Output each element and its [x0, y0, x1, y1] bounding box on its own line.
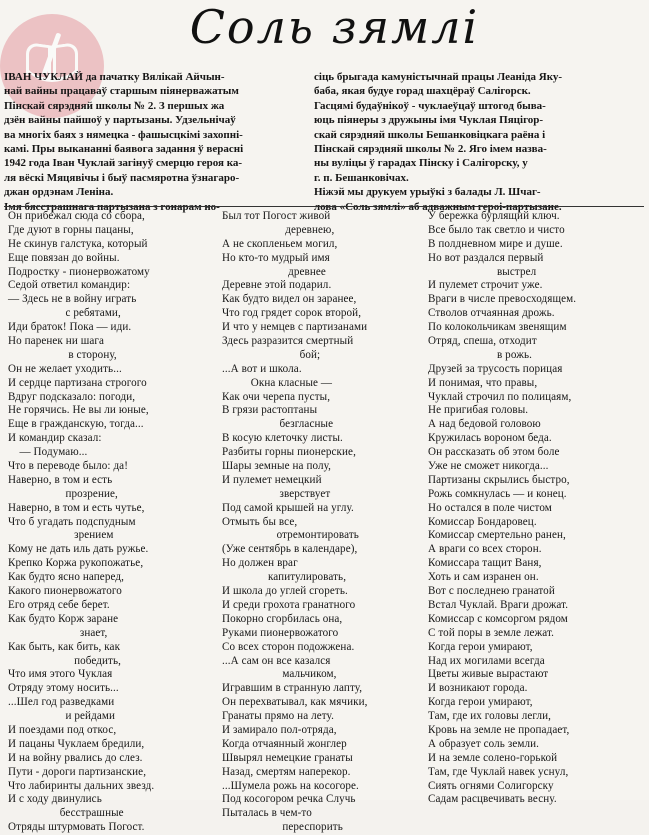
intro-text-line: 1942 года Іван Чуклай загінуў смерцю героя ка-: [4, 157, 243, 170]
poem-line: Как быть, как бить, как: [8, 640, 121, 653]
poem-line: (Уже сентябрь в календаре),: [222, 543, 358, 556]
poem-line: Хоть и сам изранен он.: [428, 571, 539, 584]
poem-line: Как будто видел он заранее,: [222, 293, 357, 306]
poem-line: — Здесь не в войну играть: [8, 293, 137, 306]
poem-line: Швырял немецкие гранаты: [222, 751, 353, 764]
poem-line: с ребятами,: [8, 307, 121, 320]
poem-line: ...Шел год разведками: [8, 696, 115, 709]
poem-column-3: [428, 210, 646, 807]
poem-line: Назад, смертям наперекор.: [222, 765, 351, 778]
poem-line: Но остался в поле чистом: [428, 501, 552, 514]
poem-line: Не горячись. Не вы ли юные,: [8, 404, 149, 417]
poem-line: Встал Чуклай. Враги дрожат.: [428, 598, 569, 611]
poem-line: деревнею,: [222, 223, 335, 236]
poem-line: в сторону,: [8, 348, 117, 361]
poem-line: Кружилась вороном беда.: [428, 432, 552, 445]
poem-line: И возникают города.: [428, 682, 528, 695]
intro-text-line: Гасцямі будаўнікоў - чуклаеўцаў штогод быва-: [314, 99, 546, 112]
poem-line: И поездами под откос,: [8, 723, 117, 736]
poem-line: Здесь разразится смертный: [222, 335, 354, 348]
intro-text-line: юць піянеры з дружыны імя Чуклая Пяцігор-: [314, 114, 544, 127]
poem-line: Когда герои умирают,: [428, 640, 533, 653]
poem-line: Цветы живые вырастают: [428, 668, 549, 681]
poem-line: Как будто Корж заране: [8, 612, 119, 625]
poem-line: Отмыть бы все,: [222, 515, 298, 528]
poem-line: Еще в гражданскую, тогда...: [8, 418, 144, 431]
poem-line: Еще повязан до войны.: [8, 251, 120, 264]
poem-line: Что год грядет сорок второй,: [222, 307, 362, 320]
poem-line: И замирало пол-отряда,: [222, 723, 337, 736]
intro-text-line: ІВАН ЧУКЛАЙ да пачатку Вялікай Айчын-: [4, 71, 225, 83]
poem-line: Окна класные —: [222, 376, 333, 389]
poem-line: Какого пионервожатого: [8, 585, 122, 598]
poem-line: Стволов отчаянная дрожь.: [428, 307, 555, 320]
intro-text-line: дзён вайны пайшоў у партызаны. Удзельнічаў: [4, 114, 236, 127]
poem-line: Под косогором речка Случь: [222, 793, 356, 806]
poem-line: А враги со всех сторон.: [428, 543, 542, 556]
poem-line: И пулемет немецкий: [222, 473, 322, 486]
poem-line: Не пригибая головы.: [428, 404, 529, 417]
poem-line: Отряд, спеша, отходит: [428, 335, 537, 348]
poem-line: Что лабиринты дальних звезд.: [8, 779, 155, 792]
intro-text-line: баба, якая будуе горад шахцёраў Салігорск.: [314, 85, 531, 98]
poem-line: Пути - дороги партизанские,: [8, 765, 147, 778]
poem-line: И на войну рвались до слез.: [8, 751, 143, 764]
poem-line: Крепко Коржа рукопожатье,: [8, 557, 144, 570]
poem-line: Его отряд себе берет.: [8, 598, 110, 611]
poem-line: Руками пионервожатого: [222, 626, 339, 639]
intro-text-line: джан ордэнам Леніна.: [4, 186, 114, 199]
poem-line: Кровь на земле не пропадает,: [428, 723, 570, 736]
poem-line: прозрение,: [8, 487, 118, 500]
poem-line: Рожь сомкнулась — и конец.: [428, 487, 567, 500]
poem-line: Враги в числе превосходящем.: [428, 293, 577, 306]
intro-text-line: Пінскай сярэдняй школы № 2. З першых жа: [4, 99, 225, 112]
poem-line: ...А вот и школа.: [222, 362, 302, 375]
article-title: Соль зямлі: [189, 0, 480, 54]
poem-line: капитулировать,: [222, 571, 347, 584]
poem-line: Иди браток! Пока — иди.: [8, 321, 132, 334]
intro-text-line: най вайны працаваў старшым піянерважатым: [4, 85, 239, 98]
intro-text-line: г. п. Бешанковічах.: [314, 171, 409, 184]
poem-line: отремонтировать: [222, 529, 359, 542]
poem-line: Вдруг подсказало: погоди,: [8, 390, 136, 403]
poem-line: Над их могилами всегда: [428, 654, 545, 667]
poem-line: И что у немцев с партизанами: [222, 321, 368, 334]
intro-text-line: камі. Пры выкананні баявога задання ў верасні: [4, 143, 244, 156]
poem-line: Когда герои умирают,: [428, 696, 533, 709]
poem-line: А образует соль земли.: [428, 737, 540, 750]
poem-line: Сиять огнями Солигорску: [428, 779, 554, 792]
poem-line: И командир сказал:: [8, 432, 102, 445]
poem-line: Комиссар смертельно ранен,: [428, 529, 566, 542]
poem-line: Садам расцвечивать весну.: [428, 793, 557, 806]
poem-line: У бережка бурлящий ключ.: [428, 210, 560, 222]
poem-line: зверствует: [222, 487, 331, 500]
poem-line: И на земле солено-горькой: [428, 751, 558, 764]
poem-line: Где дуют в горны пацаны,: [8, 223, 134, 236]
intro-text-line: ля вёскі Мяцявічы і быў пасмяротна ўзнагаро-: [4, 171, 240, 184]
intro-text-line: Пінскай сярэдняй школы № 2. Яго імем назва-: [314, 143, 547, 156]
poem-line: Покорно сгорбилась она,: [222, 612, 343, 625]
poem-line: Что б угадать подспудным: [8, 515, 136, 528]
poem-line: Друзей за трусость порицая: [428, 362, 563, 375]
section-divider: [4, 206, 644, 207]
poem-line: Он прибежал сюда со сбора,: [8, 210, 145, 222]
poem-line: Разбиты горны пионерские,: [222, 446, 356, 459]
intro-text-line: Ніжэй мы друкуем урыўкі з балады Л. Шчаг-: [314, 186, 541, 199]
poem-line: Седой ответил командир:: [8, 279, 131, 292]
poem-line: Там, где их головы легли,: [428, 710, 552, 723]
intro-text-line: ва многіх баях з нямецка - фашысцкімі захопні-: [4, 128, 243, 141]
poem-line: Игравшим в странную лапту,: [222, 682, 363, 695]
poem-line: победить,: [8, 654, 122, 667]
poem-line: Отряду этому носить...: [8, 682, 119, 695]
poem-line: Кому не дать иль дать ружье.: [8, 543, 149, 556]
poem-line: И школа до углей сгореть.: [222, 585, 348, 598]
poem-line: Комиссара тащит Ваня,: [428, 557, 542, 570]
poem-line: Отряды штурмовать Погост.: [8, 821, 145, 834]
poem-line: В косую клеточку листы.: [222, 432, 343, 445]
poem-line: Что имя этого Чуклая: [8, 668, 113, 681]
poem-line: Комиссар Бондаровец.: [428, 515, 537, 528]
poem-line: Чуклай строчил по полицаям,: [428, 390, 572, 403]
poem-line: И понимая, что правы,: [428, 376, 538, 389]
poem-line: И пацаны Чуклаем бредили,: [8, 737, 145, 750]
poem-line: А не скопленьем могил,: [222, 237, 338, 250]
poem-line: в рожь.: [428, 348, 532, 361]
poem-line: Но паренек ни шага: [8, 335, 105, 348]
poem-line: Вот с последнею гранатой: [428, 585, 555, 598]
poem-line: Наверно, в том и есть: [8, 473, 113, 486]
poem-line: И среди грохота гранатного: [222, 598, 356, 611]
poem-line: Шары земные на полу,: [222, 460, 332, 473]
poem-line: Как очи черепа пусты,: [222, 390, 331, 403]
poem-line: и рейдами: [8, 710, 116, 723]
poem-line: ...А сам он все казался: [222, 654, 331, 667]
poem-line: — Подумаю...: [8, 446, 88, 459]
poem-line: Не скинув галстука, который: [8, 237, 148, 250]
poem-line: мальчиком,: [222, 668, 337, 681]
poem-line: Партизаны скрылись быстро,: [428, 473, 570, 486]
poem-line: Но вот раздался первый: [428, 251, 544, 264]
poem-line: Все было так светло и чисто: [428, 223, 565, 236]
poem-line: Деревне этой подарил.: [222, 279, 332, 292]
poem-line: С той поры в земле лежат.: [428, 626, 555, 639]
poem-line: Был тот Погост живой: [222, 210, 331, 222]
poem-line: Но должен враг: [222, 557, 298, 570]
poem-line: Когда отчаянный жонглер: [222, 737, 347, 750]
poem-line: Пыталась в чем-то: [222, 807, 312, 820]
poem-line: зрением: [8, 529, 114, 542]
poem-line: Со всех сторон подожжена.: [222, 640, 355, 653]
poem-line: Что в переводе было: да!: [8, 460, 129, 473]
poem-line: Он перехватывал, как мячики,: [222, 696, 368, 709]
poem-line: переспорить: [222, 821, 343, 834]
poem-line: Но кто-то мудрый имя: [222, 251, 330, 264]
poem-line: Уже не сможет никогда...: [428, 460, 549, 473]
poem-line: Там, где Чуклай навек уснул,: [428, 765, 569, 778]
intro-left-column: [4, 70, 308, 214]
intro-text-line: сіць брыгада камуністычнай працы Леаніда Яку-: [314, 71, 563, 83]
poem-line: Под самой крышей на углу.: [222, 501, 354, 514]
poem-column-2: [222, 210, 426, 835]
poem-line: По колокольчикам звенящим: [428, 321, 567, 334]
poem-line: И с ходу двинулись: [8, 793, 102, 806]
poem-line: ...Шумела рожь на косогоре.: [222, 779, 359, 792]
poem-column-1: [8, 210, 210, 835]
poem-line: Гранаты прямо на лету.: [222, 710, 334, 723]
intro-right-column: [314, 70, 644, 214]
poem-line: А над бедовой головою: [428, 418, 541, 431]
poem-line: И пулемет строчит уже.: [428, 279, 543, 292]
intro-text-line: ны вуліцы ў гарадах Пінску і Салігорску, у: [314, 157, 528, 170]
poem-line: выстрел: [428, 265, 537, 278]
poem-line: Как будто ясно наперед,: [8, 571, 124, 584]
poem-line: В грязи растоптаны: [222, 404, 318, 417]
poem-line: В полдневном мире и душе.: [428, 237, 563, 250]
poem-line: Он не желает уходить...: [8, 362, 122, 375]
poem-line: Он рассказать об этом боле: [428, 446, 560, 459]
poem-line: бесстрашные: [8, 807, 124, 820]
poem-line: знает,: [8, 626, 108, 639]
poem-line: безгласные: [222, 418, 334, 431]
poem-line: древнее: [222, 265, 326, 278]
poem-line: Подростку - пионервожатому: [8, 265, 150, 278]
poem-line: Комиссар с комсоргом рядом: [428, 612, 568, 625]
poem-line: И сердце партизана строгого: [8, 376, 147, 389]
intro-text-line: скай сярэдняй школы Бешанковіцкага раёна і: [314, 128, 546, 141]
poem-line: бой;: [222, 348, 321, 361]
poem-line: Наверно, в том и есть чутье,: [8, 501, 145, 514]
